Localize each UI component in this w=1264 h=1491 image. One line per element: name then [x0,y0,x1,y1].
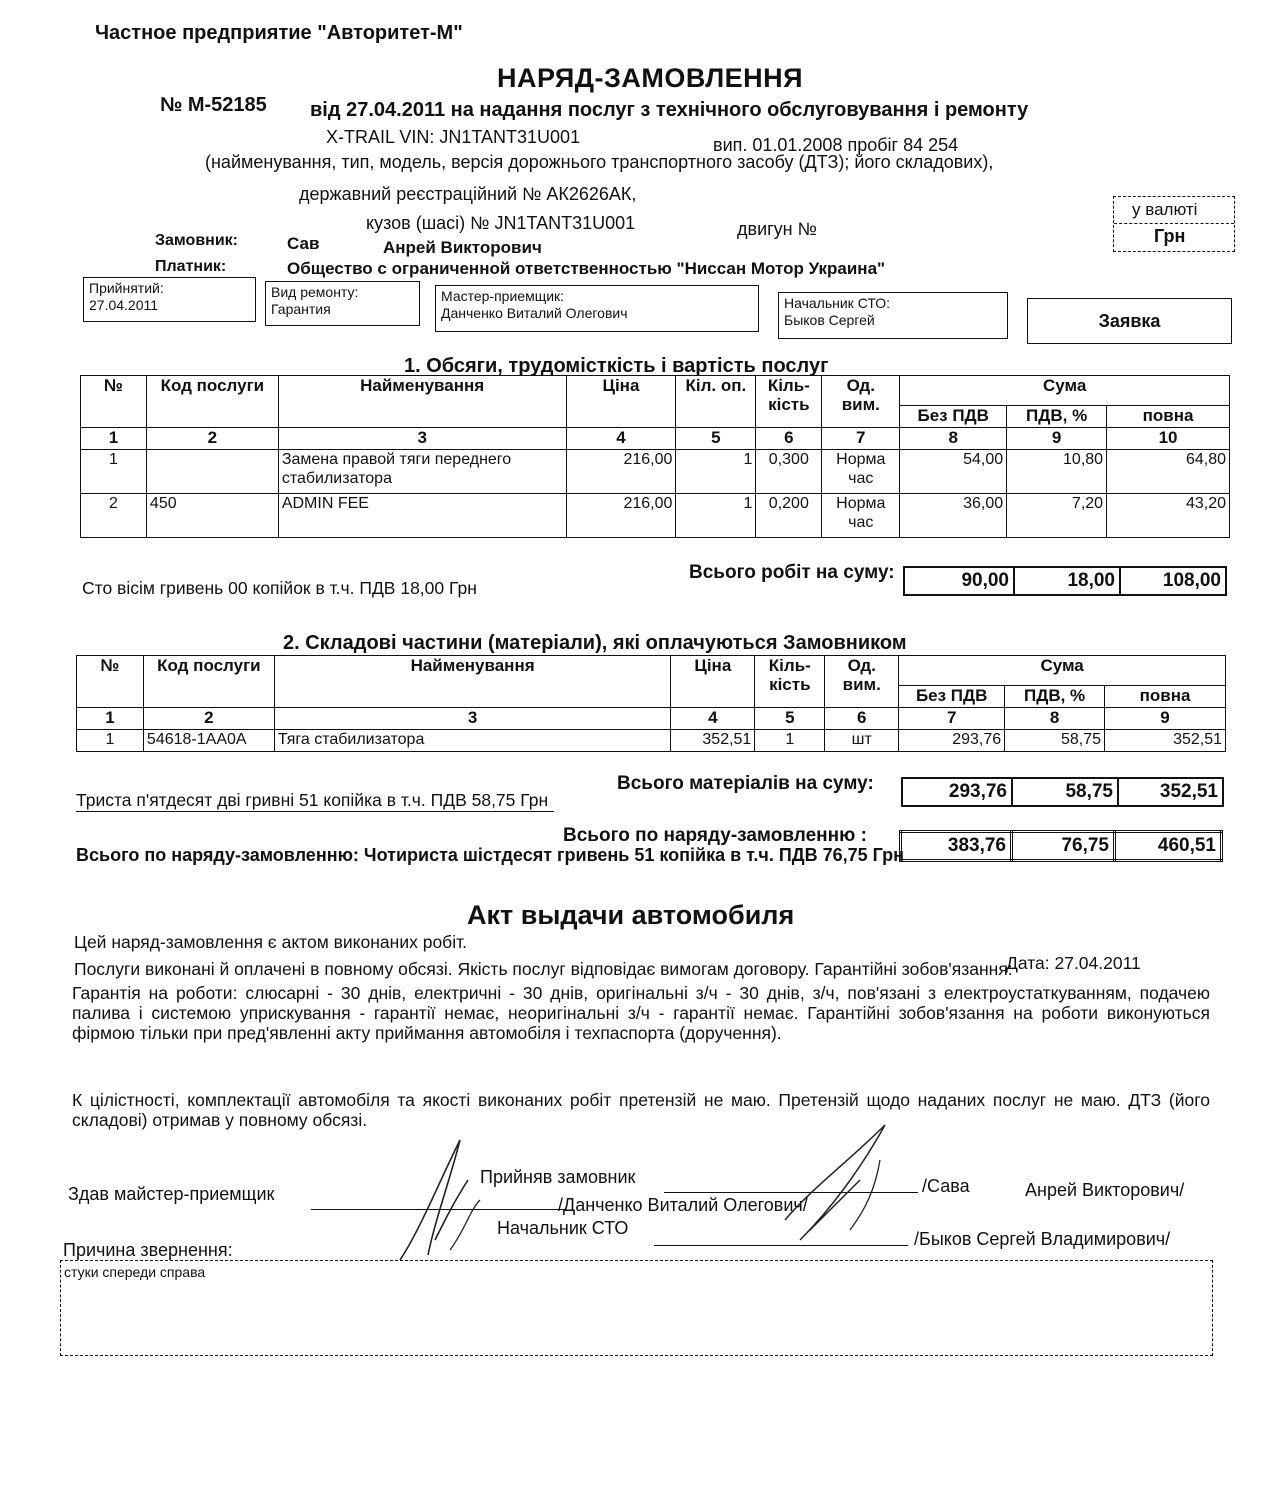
reason-label: Причина звернення: [63,1240,233,1260]
document-title: НАРЯД-ЗАМОВЛЕННЯ [497,63,804,93]
repair-type-label: Вид ремонту: [271,284,359,300]
col-number: 8 [900,428,1007,450]
table-row [77,730,1226,752]
col-name-header: Найменування [274,656,671,708]
cell-vat: 58,75 [1005,730,1105,752]
col-price-header: Ціна [671,656,755,708]
cell-name: ADMIN FEE [278,494,566,538]
col-sum-header: Сума [899,656,1226,686]
col-number: 3 [278,428,566,450]
col-no-header: № [81,376,147,428]
services-table [80,375,1230,538]
cell-code: 450 [146,494,278,538]
repair-type-box [265,281,420,326]
cell-name: Тяга стабилизатора [274,730,671,752]
cell-qty: 0,200 [756,494,822,538]
col-full-header: повна [1107,406,1230,428]
engine-number: двигун № [737,219,817,239]
col-sum-header: Сума [900,376,1230,406]
repair-type-value: Гарантия [271,301,331,317]
col-number: 7 [822,428,900,450]
col-number: 7 [899,708,1005,730]
body-number: кузов (шасі) № JN1TANT31U001 [366,213,636,233]
currency-label: у валюті [1132,200,1198,219]
cell-novat: 293,76 [899,730,1005,752]
vehicle-caption: (найменування, тип, модель, версія дорожнього транспортного засобу (ДТЗ); його складових), [205,152,994,172]
cell-unit: шт [825,730,899,752]
accepted-label: Прийнятий: [89,280,164,296]
col-novat-header: Без ПДВ [900,406,1007,428]
col-number: 3 [274,708,671,730]
materials-total-label: Всього матеріалів на суму: [617,773,874,794]
materials-total-novat: 293,76 [902,778,1012,806]
services-total-full: 108,00 [1120,567,1226,595]
cell-price: 216,00 [566,494,676,538]
master-name: Данченко Виталий Олегович [441,305,628,321]
col-price-header: Ціна [566,376,676,428]
cell-no: 2 [81,494,147,538]
col-number: 10 [1107,428,1230,450]
customer-signature-name2: Анрей Викторович/ [1025,1180,1185,1200]
cell-vat: 7,20 [1007,494,1107,538]
customer-short: Сав [287,234,320,253]
services-title: 1. Обсяги, трудомісткість і вартість послуг [404,355,829,377]
cell-full: 43,20 [1107,494,1230,538]
cell-novat: 54,00 [900,450,1007,494]
chief-signature-label: Начальник СТО [497,1218,629,1238]
col-number: 2 [143,708,274,730]
col-name-header: Найменування [278,376,566,428]
services-total-label: Всього робіт на суму: [689,562,895,583]
company-name: Частное предприятие "Авторитет-М" [95,22,463,44]
act-warranty: Гарантія на роботи: слюсарні - 30 днів, електричні - 30 днів, оригінальні з/ч - 30 днів, з/ч, пов'язані з електроустаткуванням, подачею палива і системою уприскування - гарантії немає, неоригінальні з/ч - гарантії немає. Гарантійні зобов'язання на роботи виконуються фірмою тільки при пред'явленні акту приймання автомобіля і техпаспорта (доручення). [72,983,1210,1043]
col-unit-header: Од. вим. [822,376,900,428]
cell-full: 64,80 [1107,450,1230,494]
customer-signature-name: /Сава [922,1176,970,1196]
col-number: 4 [671,708,755,730]
cell-name: Замена правой тяги переднего стабилизатора [278,450,566,494]
col-number: 8 [1005,708,1105,730]
materials-total-words: Триста п'ятдесят дві гривні 51 копійка в т.ч. ПДВ 58,75 Грн [76,790,554,812]
payer-name: Общество с ограниченной ответственностью "Ниссан Мотор Украина" [287,259,886,278]
master-signature-name: /Данченко Виталий Олегович/ [558,1195,808,1215]
cell-qty: 1 [755,730,825,752]
col-number: 1 [77,708,144,730]
chief-label: Начальник СТО: [784,295,891,311]
grand-total-words: Всього по наряду-замовленню: Чотириста шістдесят гривень 51 копійка в т.ч. ПДВ 76,75 Грн [76,845,905,865]
payer-label: Платник: [155,258,227,275]
request-box: Заявка [1027,298,1232,344]
col-number: 6 [825,708,899,730]
materials-total-vat: 58,75 [1012,778,1118,806]
materials-total-full: 352,51 [1118,778,1223,806]
col-number: 5 [755,708,825,730]
master-signature-label: Здав майстер-приемщик [68,1184,275,1204]
col-number: 1 [81,428,147,450]
cell-qty: 0,300 [756,450,822,494]
handwritten-signature [380,1120,900,1270]
col-number: 9 [1105,708,1226,730]
customer-label: Замовник: [155,232,238,249]
col-full-header: повна [1105,686,1226,708]
chief-name: Быков Сергей [784,312,875,328]
cell-vat: 10,80 [1007,450,1107,494]
col-number: 5 [676,428,756,450]
act-line1: Цей наряд-замовлення є актом виконаних робіт. [74,932,468,952]
act-claims: К цілістності, комплектації автомобіля та якості виконаних робіт претензій не маю. Претензій щодо наданих послуг не маю. ДТЗ (його складові) отримав у повному обсязі. [72,1090,1210,1130]
customer-signature-label: Прийняв замовник [480,1167,636,1187]
col-number: 2 [146,428,278,450]
services-total-novat: 90,00 [904,567,1014,595]
col-number: 9 [1007,428,1107,450]
cell-price: 352,51 [671,730,755,752]
cell-ops: 1 [676,494,756,538]
accepted-date: 27.04.2011 [89,297,159,313]
grand-total-table [899,830,1223,862]
currency-box [1113,196,1235,252]
col-ops-header: Кіл. оп. [676,376,756,428]
col-code-header: Код послуги [146,376,278,428]
services-total-table [903,566,1227,596]
vehicle-model: X-TRAIL VIN: JN1TANT31U001 [326,127,581,147]
materials-table [76,655,1226,752]
col-unit-header: Од. вим. [825,656,899,708]
table-row [81,494,1230,538]
reason-box [60,1260,1213,1356]
vehicle-meta: вип. 01.01.2008 пробіг 84 254 [713,135,959,155]
col-number: 6 [756,428,822,450]
col-vat-header: ПДВ, % [1007,406,1107,428]
grand-total-label: Всього по наряду-замовленню : [563,825,867,846]
materials-total-table [901,777,1224,807]
cell-price: 216,00 [566,450,676,494]
chief-box [778,292,1008,339]
currency-value: Грн [1154,226,1186,246]
act-line2: Послуги виконані й оплачені в повному обсязі. Якість послуг відповідає вимогам договору. Гарантійні зобов'язання: [74,959,1013,979]
act-title: Акт выдачи автомобиля [467,900,795,930]
table-row [81,450,1230,494]
cell-ops: 1 [676,450,756,494]
master-label: Мастер-приемщик: [441,288,565,304]
act-date: Дата: 27.04.2011 [1006,953,1141,973]
customer-name: Анрей Викторович [383,238,542,257]
cell-no: 1 [81,450,147,494]
cell-code [146,450,278,494]
order-number: № М-52185 [160,94,267,116]
registration-number: державний реєстраційний № АК2626АК, [299,184,637,204]
grand-total-full: 460,51 [1115,832,1222,861]
grand-total-novat: 383,76 [901,832,1012,861]
col-no-header: № [77,656,144,708]
grand-total-vat: 76,75 [1012,832,1115,861]
master-box [435,285,759,332]
col-number: 4 [566,428,676,450]
col-novat-header: Без ПДВ [899,686,1005,708]
cell-no: 1 [77,730,144,752]
services-total-vat: 18,00 [1014,567,1120,595]
cell-unit: Норма час [822,450,900,494]
cell-novat: 36,00 [900,494,1007,538]
col-vat-header: ПДВ, % [1005,686,1105,708]
order-subtitle: від 27.04.2011 на надання послуг з технічного обслуговування і ремонту [310,99,1029,121]
cell-code: 54618-1AA0A [143,730,274,752]
reason-text: стуки спереди справа [64,1264,206,1280]
chief-signature-name: /Быков Сергей Владимирович/ [914,1229,1171,1249]
col-code-header: Код послуги [143,656,274,708]
col-qty-header: Кіль-кість [755,656,825,708]
services-total-words: Сто вісім гривень 00 копійок в т.ч. ПДВ 18,00 Грн [82,578,477,598]
accepted-box [83,277,256,322]
cell-full: 352,51 [1105,730,1226,752]
cell-unit: Норма час [822,494,900,538]
col-qty-header: Кіль-кість [756,376,822,428]
materials-title: 2. Складові частини (матеріали), які оплачуються Замовником [283,632,907,654]
